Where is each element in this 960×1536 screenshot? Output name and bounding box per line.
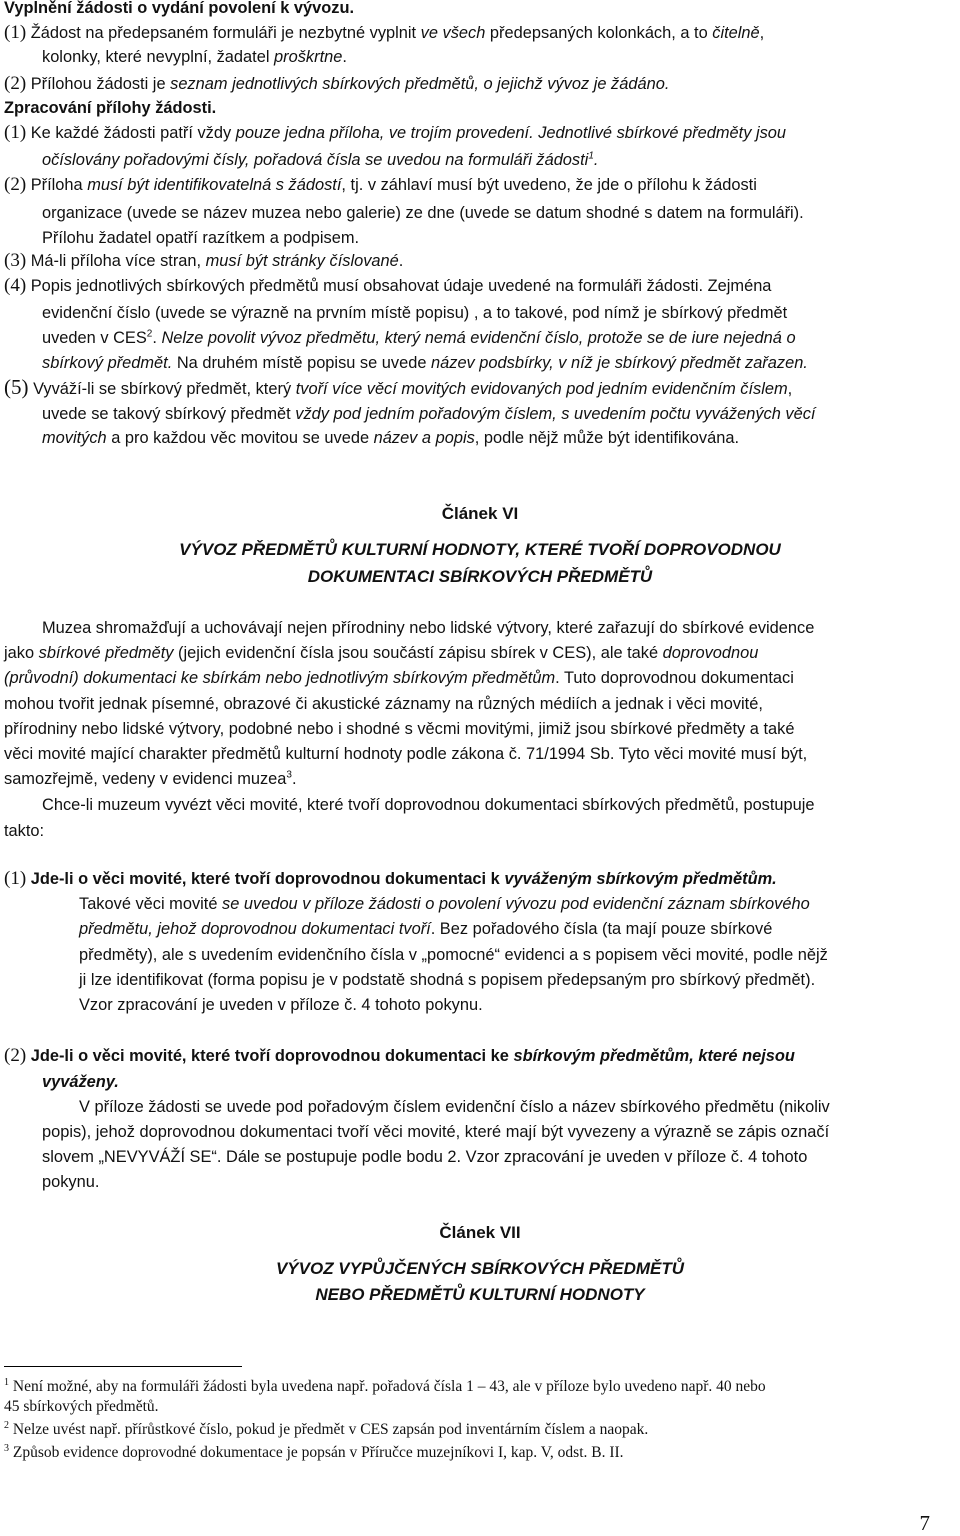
text-span: Nelze povolit vývoz předmětu, který nemá evidenční číslo, protože se de iure nejedná o bbox=[161, 329, 796, 347]
footnote-ref: 3 bbox=[286, 769, 292, 781]
footnote-1-line-1 bbox=[4, 1378, 766, 1396]
attachment-4-line-3 bbox=[42, 328, 796, 348]
case-1-heading bbox=[4, 869, 777, 889]
article-7-title: Článek VII bbox=[439, 1223, 521, 1242]
attachment-3-line-1 bbox=[4, 251, 403, 271]
text-span: . Bez pořadového čísla (ta mají pouze sbírkové bbox=[430, 920, 773, 938]
article-6-intro-line-6: věci movité mající charakter předmětů kulturní hodnoty podle zákona č. 71/1994 Sb. Tyto věci movité musí být, bbox=[4, 745, 808, 763]
text-span: předmětu, jehož doprovodnou dokumentaci tvoří bbox=[79, 920, 431, 938]
article-6-intro2-line-2: takto: bbox=[4, 822, 45, 840]
text-span: , podle nějž může být identifikována. bbox=[474, 429, 740, 447]
text-span: uvede se takový sbírkový předmět bbox=[42, 405, 296, 423]
text-span: čitelně bbox=[712, 24, 760, 42]
case-1-line-3: předměty), ale s uvedením evidenčního čísla v „pomocné“ evidenci a s popisem věci movité, podle nějž bbox=[79, 946, 828, 964]
text-span: jako bbox=[4, 644, 39, 662]
text-span: , tj. v záhlaví musí být uvedeno, že jde o přílohu k žádosti bbox=[341, 176, 757, 194]
text-span: uveden v CES bbox=[42, 329, 147, 347]
case-1-line-5: Vzor zpracování je uveden v příloze č. 4 tohoto pokynu. bbox=[79, 996, 483, 1014]
text-span: Žádost na předepsaném formuláři je nezbytné vyplnit bbox=[30, 24, 421, 42]
text-span: ve všech bbox=[420, 24, 486, 42]
article-7-subtitle-1: VÝVOZ VYPŮJČENÝCH SBÍRKOVÝCH PŘEDMĚTŮ bbox=[275, 1259, 685, 1278]
text-span: . bbox=[152, 329, 162, 347]
text-span: Popis jednotlivých sbírkových předmětů musí obsahovat údaje uvedené na formuláři žádosti. Zejména bbox=[30, 277, 772, 295]
case-2-heading-line-2: vyváženy. bbox=[42, 1073, 119, 1091]
text-span: vyváženým sbírkovým předmětům. bbox=[504, 870, 777, 888]
footnote-1-line-2: 45 sbírkových předmětů. bbox=[4, 1398, 159, 1415]
item-number: (1) bbox=[4, 122, 27, 143]
footnote-3 bbox=[4, 1444, 624, 1462]
article-6-intro-line-2 bbox=[4, 643, 758, 663]
text-span: očíslovány pořadovými čísly, pořadová čísla se uvedou na formuláři žádosti bbox=[42, 151, 589, 169]
text-span: Způsob evidence doprovodné dokumentace je popsán v Příručce muzejníkovi I, kap. V, odst. B. II. bbox=[12, 1444, 624, 1461]
text-span: a pro každou věc movitou se uvede bbox=[106, 429, 374, 447]
text-span: Má-li příloha více stran, bbox=[30, 252, 206, 270]
text-span: sbírkovým předmětům, které nejsou bbox=[513, 1047, 795, 1065]
text-span: název a popis bbox=[373, 429, 475, 447]
item-number: (5) bbox=[4, 375, 29, 399]
text-span: sbírkový předmět. bbox=[42, 354, 173, 372]
case-2-heading-line-1 bbox=[4, 1046, 795, 1066]
text-span: proškrtne bbox=[274, 48, 343, 66]
section-heading-filling: Vyplnění žádosti o vydání povolení k vývozu. bbox=[4, 0, 355, 17]
case-2-line-3: slovem „NEVYVÁŽÍ SE“. Dále se postupuje podle bodu 2. Vzor zpracování je uveden v příloze č. 4 tohoto bbox=[42, 1148, 808, 1166]
footnote-ref: 2 bbox=[146, 328, 153, 340]
attachment-1-line-2 bbox=[42, 150, 598, 170]
attachment-5-line-3 bbox=[42, 428, 739, 448]
text-span: Není možné, aby na formuláři žádosti byla uvedena např. pořadová čísla 1 – 43, ale v příloze bylo uvedeno např. 40 nebo bbox=[12, 1378, 766, 1395]
text-span: . bbox=[342, 48, 347, 66]
article-6-intro-line-3 bbox=[4, 668, 794, 688]
article-6-title: Článek VI bbox=[441, 504, 519, 523]
text-span: , bbox=[759, 24, 765, 42]
text-span: (průvodní) dokumentaci ke sbírkám nebo jednotlivým sbírkovým předmětům bbox=[4, 669, 556, 687]
text-span: název podsbírky, v níž je sbírkový předmět zařazen. bbox=[431, 354, 808, 372]
text-span: Ke každé žádosti patří vždy bbox=[30, 124, 236, 142]
article-6-subtitle-1: VÝVOZ PŘEDMĚTŮ KULTURNÍ HODNOTY, KTERÉ TVOŘÍ DOPROVODNOU bbox=[179, 540, 781, 559]
paragraph-2-line-1 bbox=[4, 74, 669, 94]
text-span: Vyváží-li se sbírkový předmět, který bbox=[33, 380, 296, 398]
article-6-intro-line-5: přírodniny nebo lidské výtvory, podobné nebo i shodné s věcmi movitými, jimiž jsou sbírkové předměty a také bbox=[4, 720, 795, 738]
item-number: (1) bbox=[4, 22, 27, 43]
article-6-intro-line-1: Muzea shromažďují a uchovávají nejen přírodniny nebo lidské výtvory, které zařazují do sbírkové evidence bbox=[42, 619, 815, 637]
text-span: předepsaných kolonkách, a to bbox=[485, 24, 713, 42]
text-span: (jejich evidenční čísla jsou součástí zápisu sbírek v CES), ale také bbox=[173, 644, 663, 662]
article-6-subtitle-2: DOKUMENTACI SBÍRKOVÝCH PŘEDMĚTŮ bbox=[307, 567, 653, 586]
case-2-line-4: pokynu. bbox=[42, 1173, 100, 1191]
footnote-2 bbox=[4, 1421, 648, 1439]
case-1-line-2 bbox=[79, 919, 772, 939]
article-6-intro2-line-1: Chce-li muzeum vyvézt věci movité, které tvoří doprovodnou dokumentaci sbírkových předmětů, postupuje bbox=[42, 796, 815, 814]
text-span: kolonky, které nevyplní, žadatel bbox=[42, 48, 275, 66]
attachment-5-line-1 bbox=[4, 377, 792, 399]
case-1-line-4: ji lze identifikovat (forma popisu je v podstatě shodná s popisem předepsaným pro sbírkový předmět). bbox=[79, 971, 816, 989]
text-span: . bbox=[398, 252, 404, 270]
item-number: (1) bbox=[4, 868, 27, 889]
article-6-intro-line-4: mohou tvořit jednak písemné, obrazové či akustické záznamy na různých médiích a jednak i věci movité, bbox=[4, 695, 763, 713]
item-number: (2) bbox=[4, 73, 27, 94]
paragraph-1-line-2 bbox=[42, 47, 347, 67]
attachment-4-line-4 bbox=[42, 353, 808, 373]
text-span: tvoří více věcí movitých evidovaných pod jedním evidenčním číslem bbox=[295, 380, 788, 398]
attachment-4-line-1 bbox=[4, 276, 771, 296]
text-span: Jednotlivé sbírkové předměty jsou bbox=[533, 124, 787, 142]
item-number: (2) bbox=[4, 174, 27, 195]
item-number: (4) bbox=[4, 275, 27, 296]
case-2-line-1: V příloze žádosti se uvede pod pořadovým číslem evidenční číslo a název sbírkového předmětu (nikoliv bbox=[79, 1098, 830, 1116]
text-span: Nelze uvést např. přírůstkové číslo, pokud je předmět v CES zapsán pod inventárním číslem a naopak. bbox=[12, 1421, 649, 1438]
text-span: Přílohou žádosti je bbox=[30, 75, 171, 93]
footnote-number: 2 bbox=[4, 1419, 9, 1431]
text-span: doprovodnou bbox=[662, 644, 759, 662]
text-span: Takové věci movité bbox=[79, 895, 223, 913]
attachment-4-line-2: evidenční číslo (uvede se výrazně na prvním místě popisu) , a to takové, pod nímž je sbírkový předmět bbox=[42, 304, 788, 322]
text-span: Příloha bbox=[30, 176, 88, 194]
footnote-ref: 1 bbox=[588, 150, 594, 162]
text-span: sbírkové předměty bbox=[38, 644, 174, 662]
footnote-separator bbox=[4, 1366, 242, 1367]
article-7-subtitle-2: NEBO PŘEDMĚTŮ KULTURNÍ HODNOTY bbox=[315, 1285, 645, 1304]
attachment-1-line-1 bbox=[4, 123, 786, 143]
text-span: . bbox=[291, 770, 297, 788]
text-span: . Tuto doprovodnou dokumentaci bbox=[555, 669, 794, 687]
attachment-2-line-1 bbox=[4, 175, 757, 195]
text-span: musí být identifikovatelná s žádostí bbox=[87, 176, 342, 194]
article-6-intro-line-7 bbox=[4, 769, 297, 789]
attachment-5-line-2 bbox=[42, 404, 815, 424]
page-number: 7 bbox=[919, 1511, 930, 1535]
attachment-2-line-2: organizace (uvede se název muzea nebo galerie) ze dne (uvede se datum shodné s datem na formuláři). bbox=[42, 204, 804, 222]
footnote-number: 1 bbox=[4, 1376, 9, 1388]
text-span: , bbox=[787, 380, 793, 398]
paragraph-1-line-1 bbox=[4, 23, 764, 43]
text-span: se uvedou v příloze žádosti o povolení vývozu pod evidenční záznam sbírkového bbox=[222, 895, 810, 913]
text-span: . bbox=[593, 151, 599, 169]
case-1-line-1 bbox=[79, 894, 810, 914]
text-span: Jde-li o věci movité, které tvoří doprovodnou dokumentaci ke bbox=[30, 1047, 514, 1065]
text-span: vždy pod jedním pořadovým číslem, s uvedením počtu vyvážených věcí bbox=[295, 405, 816, 423]
text-span: pouze jedna příloha, ve trojím provedení. bbox=[235, 124, 534, 142]
attachment-2-line-3: Přílohu žadatel opatří razítkem a podpisem. bbox=[42, 229, 360, 247]
item-number: (2) bbox=[4, 1045, 27, 1066]
case-2-line-2: popis), jehož doprovodnou dokumentaci tvoří věci movité, které mají být vyvezeny a výrazně se zápis označí bbox=[42, 1123, 830, 1141]
text-span: samozřejmě, vedeny v evidenci muzea bbox=[4, 770, 287, 788]
text-span: movitých bbox=[42, 429, 107, 447]
text-span: Jde-li o věci movité, které tvoří doprovodnou dokumentaci k bbox=[30, 870, 505, 888]
footnote-number: 3 bbox=[4, 1442, 9, 1454]
item-number: (3) bbox=[4, 250, 27, 271]
text-span: seznam jednotlivých sbírkových předmětů, o jejichž vývoz je žádáno. bbox=[170, 75, 670, 93]
text-span: Na druhém místě popisu se uvede bbox=[172, 354, 432, 372]
text-span: musí být stránky číslované bbox=[205, 252, 399, 270]
section-heading-attachment: Zpracování přílohy žádosti. bbox=[4, 99, 217, 117]
